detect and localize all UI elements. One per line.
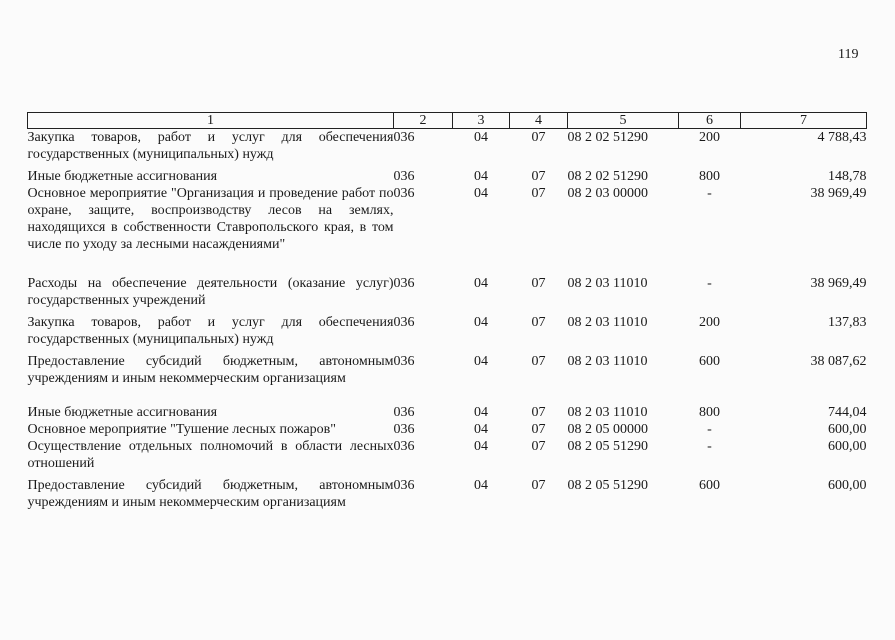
row-ministry-code: 036 xyxy=(393,169,415,184)
page-number: 119 xyxy=(838,47,859,62)
row-name: Иные бюджетные ассигнования xyxy=(27,169,218,184)
table-row xyxy=(28,404,867,421)
row-amount: 38 969,49 xyxy=(810,186,867,201)
row-expense-type: 800 xyxy=(699,169,720,184)
row-section-code: 04 xyxy=(474,354,488,369)
row-name: Закупка товаров, работ и услуг для обеспечения государственных (муниципальных) нужд xyxy=(27,315,394,347)
row-section-code: 04 xyxy=(474,130,488,145)
row-ministry-code: 036 xyxy=(393,422,415,437)
row-amount: 744,04 xyxy=(828,405,867,420)
row-amount: 38 969,49 xyxy=(810,276,867,291)
row-expense-type: 200 xyxy=(699,315,720,330)
row-subsection-code: 07 xyxy=(531,130,546,145)
row-expense-type: - xyxy=(707,422,712,437)
row-name: Осуществление отдельных полномочий в области лесных отношений xyxy=(27,439,394,471)
row-ministry-code: 036 xyxy=(393,439,415,454)
column-header-2: 2 xyxy=(394,113,453,129)
row-target-article: 08 2 05 51290 xyxy=(567,439,648,454)
row-ministry-code: 036 xyxy=(393,354,415,369)
row-ministry-code: 036 xyxy=(393,405,415,420)
column-header-1: 1 xyxy=(28,113,394,129)
row-name: Предоставление субсидий бюджетным, автономным учреждениям и иным некоммерческим организациям xyxy=(27,354,394,386)
row-subsection-code: 07 xyxy=(531,186,546,201)
row-target-article: 08 2 03 11010 xyxy=(567,405,648,420)
row-target-article: 08 2 05 00000 xyxy=(567,422,648,437)
row-subsection-code: 07 xyxy=(531,315,546,330)
table-row xyxy=(28,314,867,353)
row-expense-type: 600 xyxy=(699,478,720,493)
table-row xyxy=(28,185,867,275)
row-subsection-code: 07 xyxy=(531,169,546,184)
column-header-6: 6 xyxy=(679,113,741,129)
row-section-code: 04 xyxy=(474,169,488,184)
row-ministry-code: 036 xyxy=(393,130,415,145)
table-row xyxy=(28,353,867,404)
row-ministry-code: 036 xyxy=(393,478,415,493)
table-header-row xyxy=(28,113,867,129)
row-name: Основное мероприятие "Организация и проведение работ по охране, защите, воспроизводству лесов на землях, находящихся в собственности Ставропольского края, в том числе по уходу за лесными насаждениями" xyxy=(27,186,394,252)
row-expense-type: - xyxy=(707,186,712,201)
row-amount: 137,83 xyxy=(828,315,867,330)
row-section-code: 04 xyxy=(474,478,488,493)
table-row xyxy=(28,438,867,477)
table-row xyxy=(28,421,867,438)
column-header-4: 4 xyxy=(510,113,568,129)
row-subsection-code: 07 xyxy=(531,478,546,493)
row-amount: 38 087,62 xyxy=(810,354,867,369)
row-amount: 148,78 xyxy=(828,169,867,184)
row-target-article: 08 2 03 11010 xyxy=(567,354,648,369)
table-row xyxy=(28,275,867,314)
row-target-article: 08 2 03 11010 xyxy=(567,276,648,291)
row-expense-type: 200 xyxy=(699,130,720,145)
row-name: Иные бюджетные ассигнования xyxy=(27,405,218,420)
row-ministry-code: 036 xyxy=(393,276,415,291)
table-row xyxy=(28,477,867,511)
row-target-article: 08 2 05 51290 xyxy=(567,478,648,493)
row-target-article: 08 2 03 11010 xyxy=(567,315,648,330)
row-name: Закупка товаров, работ и услуг для обеспечения государственных (муниципальных) нужд xyxy=(27,130,394,162)
row-subsection-code: 07 xyxy=(531,276,546,291)
column-header-3: 3 xyxy=(453,113,510,129)
row-subsection-code: 07 xyxy=(531,422,546,437)
row-amount: 600,00 xyxy=(828,439,867,454)
row-expense-type: - xyxy=(707,276,712,291)
row-section-code: 04 xyxy=(474,422,488,437)
row-subsection-code: 07 xyxy=(531,354,546,369)
budget-table xyxy=(27,112,867,511)
row-name: Предоставление субсидий бюджетным, автономным учреждениям и иным некоммерческим организациям xyxy=(27,478,394,510)
table-row xyxy=(28,129,867,169)
table-row xyxy=(28,168,867,185)
row-ministry-code: 036 xyxy=(393,315,415,330)
row-section-code: 04 xyxy=(474,315,488,330)
row-subsection-code: 07 xyxy=(531,439,546,454)
column-header-7: 7 xyxy=(741,113,867,129)
row-target-article: 08 2 03 00000 xyxy=(567,186,648,201)
row-expense-type: 600 xyxy=(699,354,720,369)
row-section-code: 04 xyxy=(474,276,488,291)
row-name: Расходы на обеспечение деятельности (оказание услуг) государственных учреждений xyxy=(27,276,394,308)
row-target-article: 08 2 02 51290 xyxy=(567,130,648,145)
column-header-5: 5 xyxy=(568,113,679,129)
row-amount: 600,00 xyxy=(828,422,867,437)
row-expense-type: 800 xyxy=(699,405,720,420)
row-subsection-code: 07 xyxy=(531,405,546,420)
row-section-code: 04 xyxy=(474,405,488,420)
row-name: Основное мероприятие "Тушение лесных пожаров" xyxy=(27,422,336,437)
row-section-code: 04 xyxy=(474,439,488,454)
row-ministry-code: 036 xyxy=(393,186,415,201)
row-target-article: 08 2 02 51290 xyxy=(567,169,648,184)
row-amount: 600,00 xyxy=(828,478,867,493)
row-expense-type: - xyxy=(707,439,712,454)
row-section-code: 04 xyxy=(474,186,488,201)
row-amount: 4 788,43 xyxy=(817,130,867,145)
